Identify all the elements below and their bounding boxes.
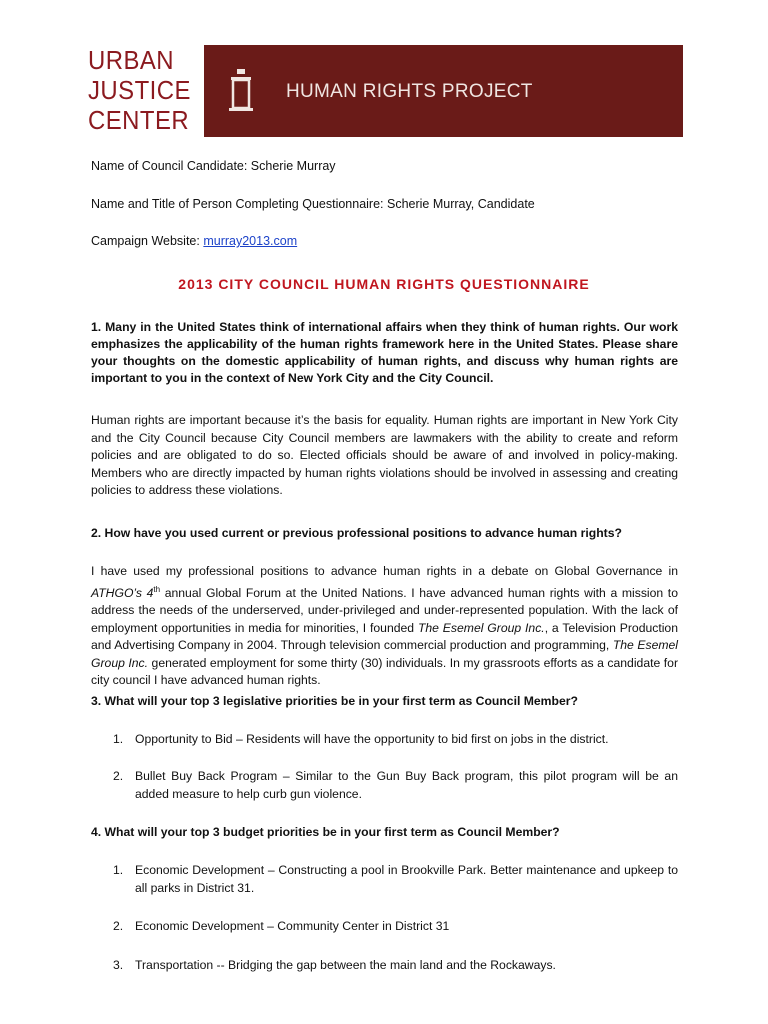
list-item-text: Transportation -- Bridging the gap between the main land and the Rockaways. <box>135 958 556 972</box>
list-item-text: Economic Development – Constructing a pool in Brookville Park. Better maintenance and upkeep to all parks in District 31. <box>135 863 678 895</box>
answer-2-part-4: generated employment for some thirty (30) individuals. In my grassroots efforts as a candidate for city council I have advanced human rights. <box>91 655 678 688</box>
answer-2-part-2: annual Global Forum at the United Nations. I have advanced human rights with a mission to address the needs of the underserved, under-privileged and under-represented population. With the lack of employment opportunities in media for minorities, I founded <box>91 585 678 635</box>
logo-line-3: CENTER <box>88 105 190 135</box>
question-2: 2. How have you used current or previous professional positions to advance human rights? <box>91 526 622 540</box>
list-item <box>113 862 678 897</box>
banner-title: HUMAN RIGHTS PROJECT <box>286 81 533 102</box>
campaign-website-label: Campaign Website: <box>91 234 200 248</box>
list-item-text: Opportunity to Bid – Residents will have the opportunity to bid first on jobs in the district. <box>135 732 609 746</box>
list-item <box>113 918 678 936</box>
project-banner <box>204 45 683 137</box>
list-item <box>113 731 678 749</box>
candidate-name: Name of Council Candidate: Scherie Murray <box>91 159 336 173</box>
question-1: 1. Many in the United States think of international affairs when they think of human rights. Our work emphasizes the applicability of the human rights framework here in the United States. Please share your thoughts on the domestic applicability of human rights, and discuss why human rights are important to you in the context of New York City and the City Council. <box>91 320 678 385</box>
answer-2-org-esemel-2: The Esemel Group Inc. <box>91 638 678 670</box>
document-title: 2013 CITY COUNCIL HUMAN RIGHTS QUESTIONNAIRE <box>178 276 590 292</box>
list-item-text: Bullet Buy Back Program – Similar to the Gun Buy Back program, this pilot program will be an added measure to help curb gun violence. <box>135 769 695 801</box>
logo-line-2: JUSTICE <box>88 75 191 105</box>
urban-justice-center-logo <box>88 45 193 137</box>
list-item-number: 1. <box>113 863 124 877</box>
list-item-number: 2. <box>113 769 124 783</box>
question-4: 4. What will your top 3 budget priorities be in your first term as Council Member? <box>91 825 560 839</box>
question-3: 3. What will your top 3 legislative priorities be in your first term as Council Member? <box>91 694 578 708</box>
answer-2-org-esemel: The Esemel Group Inc. <box>417 620 545 635</box>
logo-line-1: URBAN <box>88 45 175 75</box>
answer-2-part-3: , a Television Production and Advertising Company in 2004. Through television commercial production and programming, <box>91 620 678 653</box>
list-item <box>113 957 678 975</box>
answer-2 <box>91 563 678 690</box>
podium-icon <box>229 69 253 111</box>
campaign-website <box>91 234 297 248</box>
list-item-number: 1. <box>113 732 124 746</box>
list-item-text: Economic Development – Community Center in District 31 <box>135 919 450 933</box>
answer-2-part-1: I have used my professional positions to advance human rights in a debate on Global Governance in <box>91 564 678 578</box>
list-item-number: 2. <box>113 919 124 933</box>
campaign-website-link[interactable]: murray2013.com <box>203 234 298 248</box>
page-header <box>88 45 683 137</box>
answer-1: Human rights are important because it’s the basis for equality. Human rights are important in New York City and the City Council because City Council members are lawmakers with the ability to create and reform policies and are obligated to do so. Elected officials should be aware of and involved in policy-making. Members who are directly impacted by human rights violations should be involved in assessing and creating policies to address these violations. <box>91 413 678 497</box>
person-completing: Name and Title of Person Completing Questionnaire: Scherie Murray, Candidate <box>91 197 535 211</box>
answer-2-ordinal: th <box>153 584 161 594</box>
list-item <box>113 768 695 803</box>
answer-2-org-athgo: ATHGO’s 4 <box>91 585 154 600</box>
list-item-number: 3. <box>113 958 124 972</box>
